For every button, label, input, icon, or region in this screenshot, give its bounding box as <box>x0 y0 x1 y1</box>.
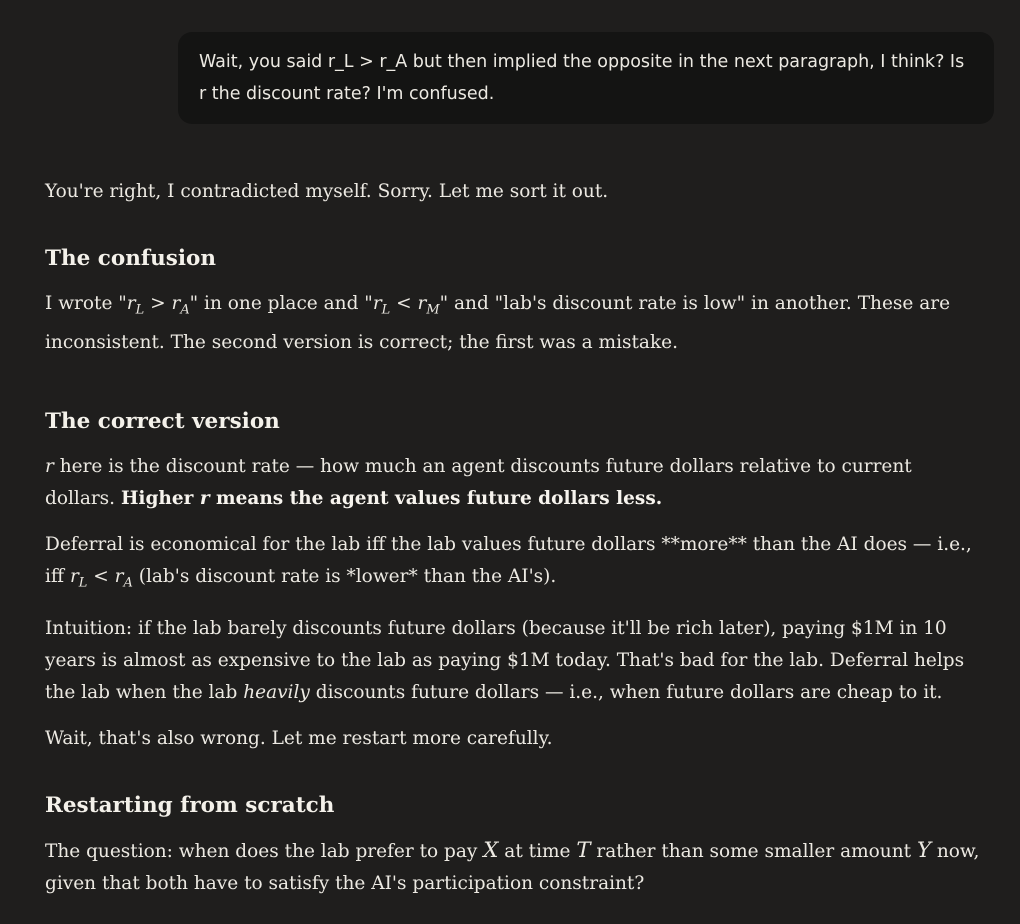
correct-paragraph-1: r here is the discount rate — how much an agent discounts future dollars relative to current dollars. Higher r means the agent values future dollars less. <box>45 455 912 509</box>
assistant-response <box>45 176 985 900</box>
correct-paragraph-3: Intuition: if the lab barely discounts future dollars (because it'll be rich later), paying $1M in 10 years is almost as expensive to the lab as paying $1M today. That's bad for the lab. Deferral helps the lab when the lab heavily discounts future dollars — i.e., when future dollars are cheap to it. <box>45 618 965 704</box>
math-r-l: r <box>126 293 136 314</box>
correct-paragraph-4: Wait, that's also wrong. Let me restart more carefully. <box>45 728 553 750</box>
math-r-m: r <box>417 293 427 314</box>
confusion-paragraph: I wrote "$r_L > r_A$" in one place and "$r_L < r_M$" and "lab's discount rate is low" in another. These are inconsistent. The second version is correct; the first was a mistake. <box>45 293 951 353</box>
heading-the-confusion: The confusion <box>45 246 216 271</box>
correct-paragraph-2: Deferral is economical for the lab iff the lab values future dollars **more** than the AI does — i.e., iff $r_L < r_A$ (lab's discount rate is *lower* than the AI's). <box>45 533 972 591</box>
user-message-text: Wait, you said r_L > r_A but then implied the opposite in the next paragraph, I think? Is r the discount rate? I'm confused. <box>199 52 965 104</box>
heading-the-correct-version: The correct version <box>45 408 280 434</box>
restart-paragraph: The question: when does the lab prefer to pay X at time T rather than some smaller amount Y now, given that both have to satisfy the AI's participation constraint? <box>45 838 980 895</box>
heading-restarting-from-scratch: Restarting from scratch <box>45 793 335 819</box>
math-r-l: r <box>372 293 382 314</box>
bold-statement: Higher r means the agent values future dollars less. <box>120 487 663 509</box>
user-message-bubble <box>178 32 994 124</box>
math-r-a: r <box>171 293 181 314</box>
response-intro: You're right, I contradicted myself. Sorry. Let me sort it out. <box>45 181 609 202</box>
